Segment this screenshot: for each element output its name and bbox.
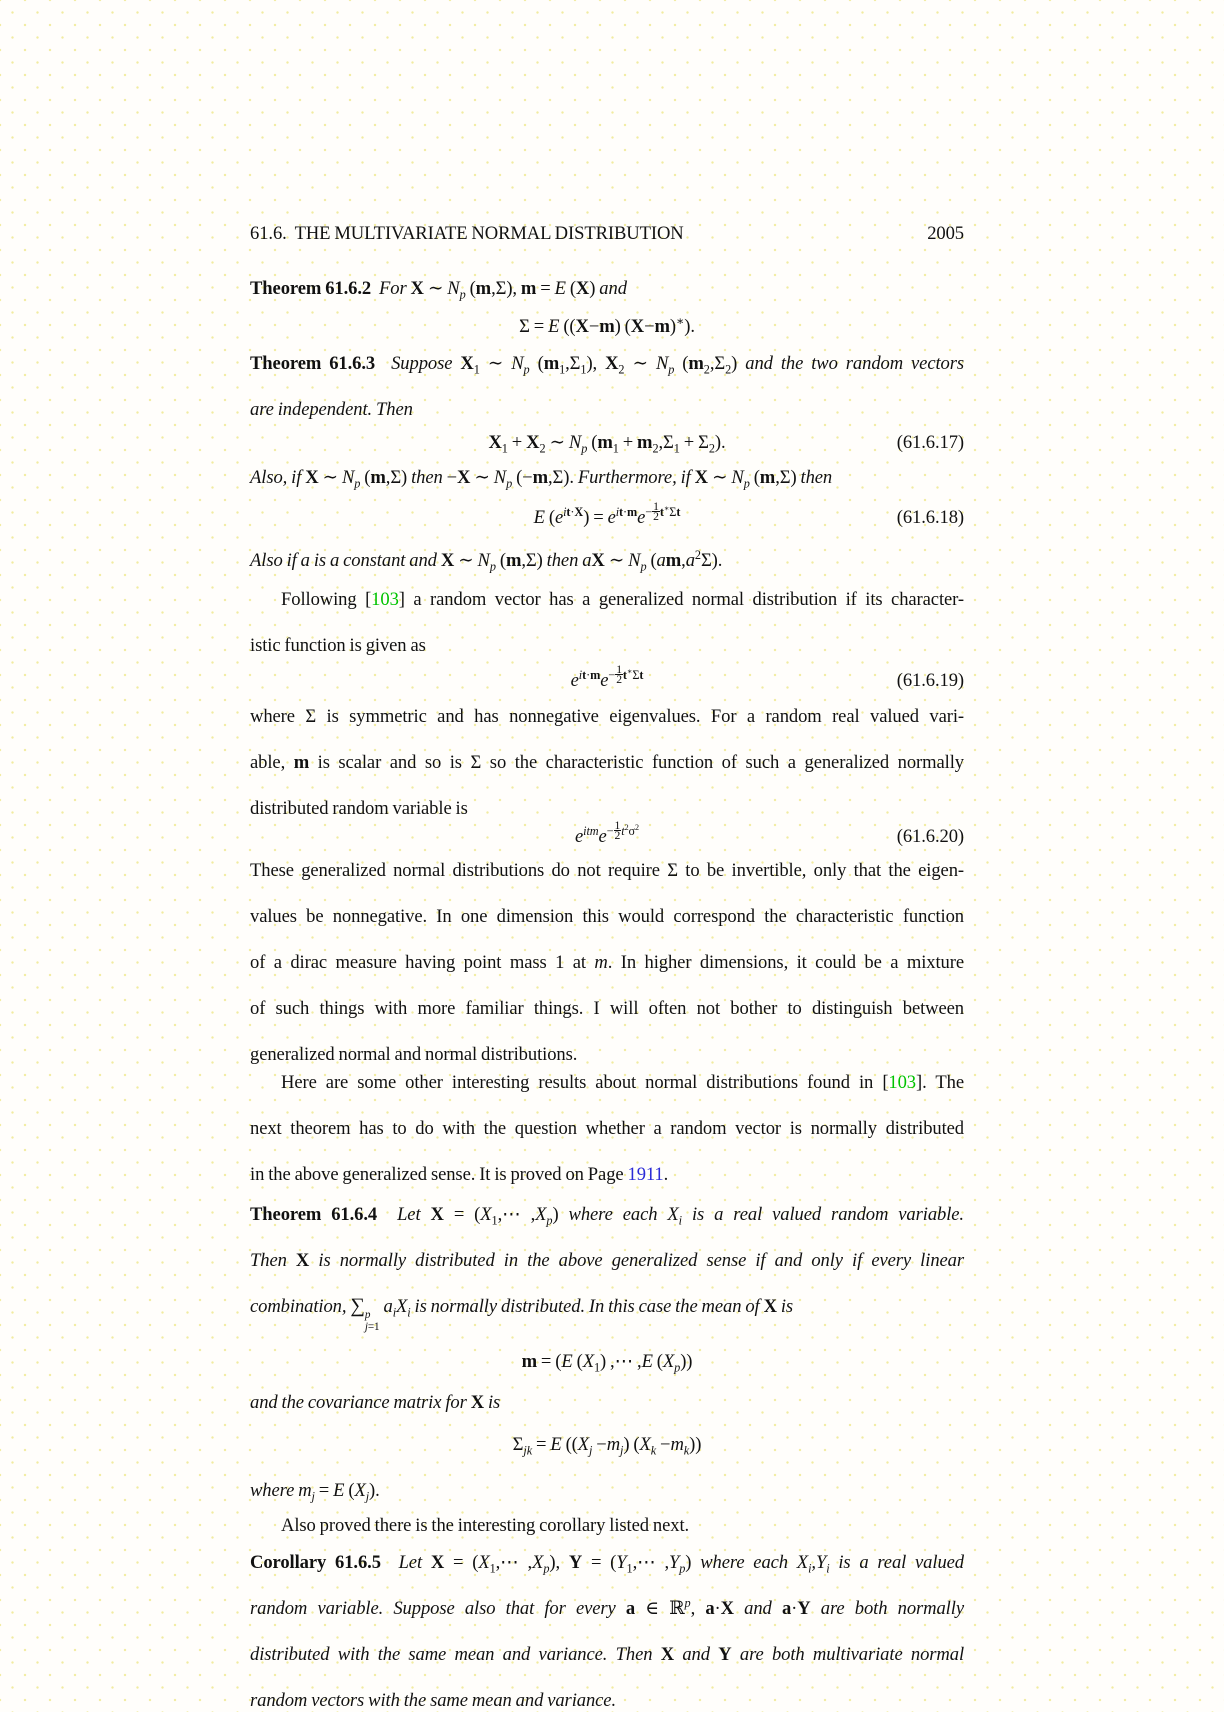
where-sigma-paragraph: where Σ is symmetric and has nonnegative eigenvalues. For a random real valued vari- able, m is scalar and so is Σ so the characteristic function of such a generalized normally distributed random variable is (250, 706, 964, 819)
where-mj-line: where $m_j = E$ $(X_j)$. (250, 1480, 380, 1505)
also-if-line: Also, if X ∼ $N_p$ (m,Σ) then −X ∼ $N_p$ (−m,Σ). Furthermore, if X ∼ $N_p$ (m,Σ) then (250, 467, 833, 491)
page-link-1911[interactable]: 1911 (627, 1164, 664, 1186)
following-paragraph: Following [103] a random vector has a generalized normal distribution if its character- istic function is given as (250, 589, 964, 656)
generalized-normal-paragraph: These generalized normal distributions do not require Σ to be invertible, only that the eigen- values be nonnegative. In one dimension this would correspond the characteristic function of a dirac measure having point mass 1 at m. In higher dimensions, it could be a mixture of such things with more familiar things. I will often not bother to distinguish between generalized normal and normal distributions. (250, 860, 964, 1066)
citation-link-103[interactable]: 103 (888, 1072, 916, 1094)
also-constant-line: Also if a is a constant and X ∼ $N_p$ (m,Σ) then aX ∼ $N_p$ $(am,a^2\Sigma)$. (250, 547, 723, 574)
also-proved-line: Also proved there is the interesting corollary listed next. (281, 1515, 690, 1537)
equation-tag-61-6-19: (61.6.19) (896, 670, 964, 691)
here-are-results-paragraph: Here are some other interesting results about normal distributions found in [103]. The next theorem has to do with the question whether a random vector is normally distributed in the above generalized sense. It is proved on Page 1911. (250, 1072, 964, 1186)
page-content (250, 222, 964, 1712)
theorem-61-6-3: Theorem 61.6.3 Suppose $X_1$ ∼ $N_p$ $(m_1,\Sigma_1)$, $X_2$ ∼ $N_p$ $(m_2,\Sigma_2)$ and the two random vectors are independent. Then (250, 353, 965, 420)
theorem-61-6-2: Theorem 61.6.2 For X ∼ $N_p$ (m,Σ), m = E (X) and (250, 278, 627, 302)
equation-61-6-18: E $(e^{it\cdot X}) = e^{it\cdot m}e^{- \frac{1}{2} t^∗\Sigma t}$ (61.6.18) (533, 499, 964, 528)
corollary-61-6-5: Corollary 61.6.5 Let $X = (X_1,\cdots$ $,X_p$), $Y = (Y_1,\cdots$ $,Y_p$) where each $X_i,Y_i$ is a real valued random variable. Suppose also that for every a ∈ ℝ$^p$, a·X and a·Y are both normally distributed with the same mean and variance. Then X and Y are both multivariate normal random vectors with the same mean and variance. (250, 1552, 965, 1712)
equation-tag-61-6-20: (61.6.20) (896, 826, 964, 848)
covariance-matrix-line: and the covariance matrix for X is (250, 1392, 501, 1414)
page-header (250, 222, 964, 245)
equation-61-6-17: $X_1 + X_2$ ∼ $N_p$ $(m_1 + m_2,\Sigma_1 + \Sigma_2)$. (61.6.17) (488, 432, 964, 456)
equation-sigma-jk: $\Sigma_{jk} = E$ ($(X_j -m_j)$ $(X_k -m_k)$) (512, 1434, 702, 1459)
equation-61-6-20: $e^{itm}e^{- \frac{1}{2} t^2\sigma^2}$ (61.6.20) (575, 819, 964, 848)
equation-tag-61-6-18: (61.6.18) (896, 507, 964, 528)
section-heading: 61.6. THE MULTIVARIATE NORMAL DISTRIBUTION (250, 223, 684, 244)
equation-mean-vector: m = (E $(X_1)$ ,⋯ ,E $(X_p)$) (521, 1351, 693, 1376)
equation-61-6-19: $e^{it\cdot m}e^{- \frac{1}{2} t^∗\Sigma t}$ (61.6.19) (570, 662, 964, 691)
equation-tag-61-6-17: (61.6.17) (896, 432, 964, 453)
theorem-61-6-4: Theorem 61.6.4 Let $X = (X_1,\cdots$ $,X_p$) where each $X_i$ is a real valued random variable. Then X is normally distributed in the above generalized sense if and only if every linear combination, ∑ p j=1 $a_iX_i$ is normally distributed. In this case the mean of X is (250, 1204, 964, 1333)
page-number: 2005 (927, 223, 964, 244)
citation-link-103[interactable]: 103 (371, 589, 399, 610)
equation-covariance-def: Σ = E ((X−m) (X−m)∗). (519, 313, 695, 337)
